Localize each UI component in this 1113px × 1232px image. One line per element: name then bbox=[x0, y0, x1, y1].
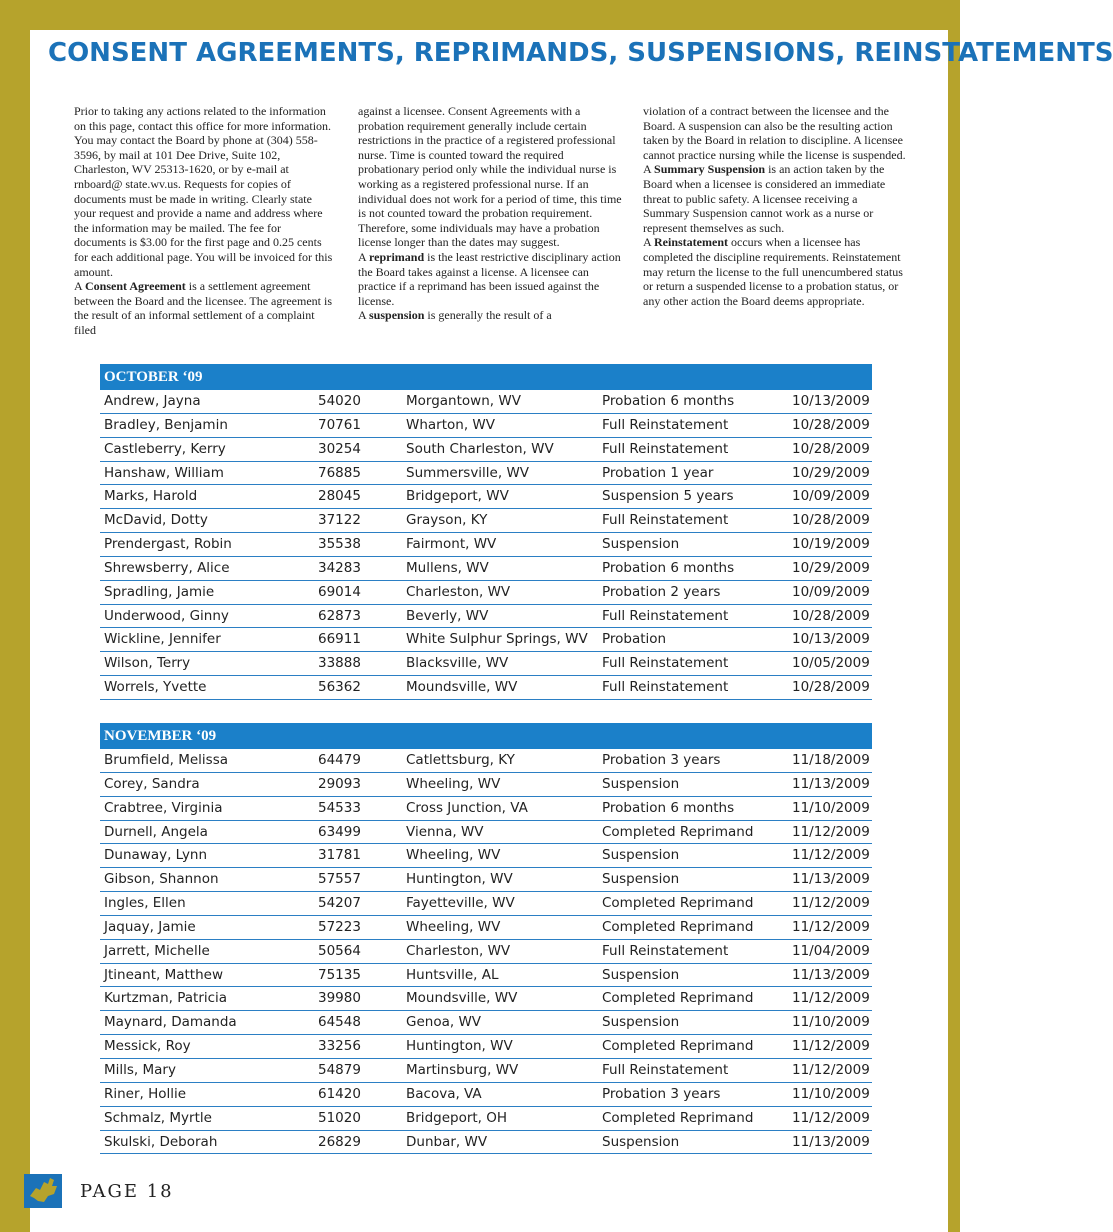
table-row bbox=[100, 1083, 872, 1107]
action-date: 10/28/2009 bbox=[792, 416, 870, 433]
license-number: 37122 bbox=[318, 512, 361, 529]
licensee-location: Dunbar, WV bbox=[406, 1133, 488, 1150]
licensee-location: Moundsville, WV bbox=[406, 679, 518, 696]
license-number: 70761 bbox=[318, 416, 361, 433]
table-row bbox=[100, 605, 872, 629]
page-title: CONSENT AGREEMENTS, REPRIMANDS, SUSPENSIONS, REINSTATEMENTS bbox=[48, 38, 1113, 68]
disciplinary-action: Suspension bbox=[602, 775, 680, 792]
action-date: 11/10/2009 bbox=[792, 799, 870, 816]
disciplinary-action: Suspension 5 years bbox=[602, 488, 734, 505]
action-date: 10/29/2009 bbox=[792, 559, 870, 576]
licensee-location: Bridgeport, OH bbox=[406, 1109, 508, 1126]
left-frame-border bbox=[0, 0, 30, 1232]
table-row bbox=[100, 1059, 872, 1083]
license-number: 54533 bbox=[318, 799, 361, 816]
action-date: 10/13/2009 bbox=[792, 631, 870, 648]
discipline-list bbox=[100, 390, 872, 700]
licensee-name: Spradling, Jamie bbox=[104, 583, 215, 600]
licensee-name: Ingles, Ellen bbox=[104, 895, 186, 912]
licensee-name: Jarrett, Michelle bbox=[104, 942, 210, 959]
month-section-october bbox=[100, 364, 872, 700]
disciplinary-action: Full Reinstatement bbox=[602, 440, 729, 457]
license-number: 51020 bbox=[318, 1109, 361, 1126]
table-row bbox=[100, 581, 872, 605]
licensee-name: Skulski, Deborah bbox=[104, 1133, 218, 1150]
table-row bbox=[100, 1131, 872, 1155]
action-date: 10/28/2009 bbox=[792, 512, 870, 529]
wv-state-icon bbox=[24, 1174, 62, 1208]
disciplinary-action: Probation 2 years bbox=[602, 583, 721, 600]
disciplinary-action: Full Reinstatement bbox=[602, 607, 729, 624]
licensee-location: Huntsville, AL bbox=[406, 966, 499, 983]
licensee-location: Summersville, WV bbox=[406, 464, 530, 481]
licensee-location: Bacova, VA bbox=[406, 1085, 482, 1102]
licensee-location: Wheeling, WV bbox=[406, 918, 501, 935]
licensee-name: Jaquay, Jamie bbox=[104, 918, 196, 935]
consent-continued-paragraph: against a licensee. Consent Agreements with a probation requirement generally include certain restrictions in the practice of a registered professional nurse. Time is counted toward the required probationary period only while the individual nurse is working as a registered professional nurse. If an individual does not work for a period of time, this time is not counted toward the probation requirement. Therefore, some individuals may have a probation license longer than the dates may suggest. bbox=[358, 104, 622, 250]
licensee-location: Beverly, WV bbox=[406, 607, 489, 624]
licensee-name: Durnell, Angela bbox=[104, 823, 208, 840]
disciplinary-action: Full Reinstatement bbox=[602, 679, 729, 696]
term-consent-agreement: Consent Agreement bbox=[85, 279, 186, 294]
license-number: 28045 bbox=[318, 488, 361, 505]
licensee-location: Blacksville, WV bbox=[406, 655, 509, 672]
licensee-location: Martinsburg, WV bbox=[406, 1061, 519, 1078]
action-date: 11/04/2009 bbox=[792, 942, 870, 959]
disciplinary-action: Suspension bbox=[602, 1133, 680, 1150]
licensee-location: Mullens, WV bbox=[406, 559, 489, 576]
table-row bbox=[100, 987, 872, 1011]
action-date: 10/29/2009 bbox=[792, 464, 870, 481]
licensee-location: Cross Junction, VA bbox=[406, 799, 528, 816]
license-number: 57557 bbox=[318, 871, 361, 888]
table-row bbox=[100, 628, 872, 652]
licensee-location: Fayetteville, WV bbox=[406, 895, 515, 912]
action-date: 11/12/2009 bbox=[792, 918, 870, 935]
licensee-name: Maynard, Damanda bbox=[104, 1014, 237, 1031]
disciplinary-action: Completed Reprimand bbox=[602, 918, 754, 935]
licensee-location: Bridgeport, WV bbox=[406, 488, 509, 505]
table-row bbox=[100, 533, 872, 557]
licensee-name: Riner, Hollie bbox=[104, 1085, 187, 1102]
action-date: 11/10/2009 bbox=[792, 1085, 870, 1102]
table-row bbox=[100, 462, 872, 486]
disciplinary-action: Suspension bbox=[602, 536, 680, 553]
licensee-name: Wickline, Jennifer bbox=[104, 631, 221, 648]
license-number: 34283 bbox=[318, 559, 361, 576]
table-row bbox=[100, 485, 872, 509]
licensee-location: Charleston, WV bbox=[406, 942, 511, 959]
action-date: 10/09/2009 bbox=[792, 488, 870, 505]
license-number: 66911 bbox=[318, 631, 361, 648]
action-date: 11/13/2009 bbox=[792, 1133, 870, 1150]
action-date: 10/19/2009 bbox=[792, 536, 870, 553]
page-number: PAGE 18 bbox=[80, 1181, 174, 1202]
license-number: 33888 bbox=[318, 655, 361, 672]
disciplinary-action: Full Reinstatement bbox=[602, 416, 729, 433]
licensee-location: Wharton, WV bbox=[406, 416, 496, 433]
table-row bbox=[100, 509, 872, 533]
table-row bbox=[100, 892, 872, 916]
disciplinary-action: Completed Reprimand bbox=[602, 823, 754, 840]
disciplinary-action: Full Reinstatement bbox=[602, 655, 729, 672]
license-number: 39980 bbox=[318, 990, 361, 1007]
table-row bbox=[100, 916, 872, 940]
table-row bbox=[100, 1107, 872, 1131]
action-date: 10/28/2009 bbox=[792, 679, 870, 696]
disciplinary-action: Completed Reprimand bbox=[602, 990, 754, 1007]
disciplinary-action: Probation bbox=[602, 631, 667, 648]
disciplinary-action: Suspension bbox=[602, 847, 680, 864]
action-date: 11/10/2009 bbox=[792, 1014, 870, 1031]
license-number: 35538 bbox=[318, 536, 361, 553]
license-number: 64548 bbox=[318, 1014, 361, 1031]
licensee-location: Fairmont, WV bbox=[406, 536, 497, 553]
table-row bbox=[100, 676, 872, 700]
table-row bbox=[100, 652, 872, 676]
action-date: 10/05/2009 bbox=[792, 655, 870, 672]
term-suspension: suspension bbox=[369, 308, 425, 323]
intro-column-3 bbox=[643, 104, 907, 308]
table-row bbox=[100, 1035, 872, 1059]
license-number: 64479 bbox=[318, 752, 361, 768]
licensee-name: Gibson, Shannon bbox=[104, 871, 219, 888]
month-section-november bbox=[100, 723, 872, 1154]
license-number: 29093 bbox=[318, 775, 361, 792]
discipline-list bbox=[100, 749, 872, 1154]
action-date: 10/28/2009 bbox=[792, 607, 870, 624]
licensee-name: McDavid, Dotty bbox=[104, 512, 208, 529]
action-date: 11/12/2009 bbox=[792, 895, 870, 912]
license-number: 50564 bbox=[318, 942, 361, 959]
licensee-name: Messick, Roy bbox=[104, 1038, 191, 1055]
action-date: 11/12/2009 bbox=[792, 990, 870, 1007]
licensee-location: Grayson, KY bbox=[406, 512, 488, 529]
licensee-name: Kurtzman, Patricia bbox=[104, 990, 228, 1007]
licensee-name: Schmalz, Myrtle bbox=[104, 1109, 212, 1126]
disciplinary-action: Full Reinstatement bbox=[602, 942, 729, 959]
licensee-name: Wilson, Terry bbox=[104, 655, 191, 672]
license-number: 61420 bbox=[318, 1085, 361, 1102]
licensee-name: Castleberry, Kerry bbox=[104, 440, 226, 457]
table-row bbox=[100, 438, 872, 462]
table-row bbox=[100, 964, 872, 988]
action-date: 11/18/2009 bbox=[792, 752, 870, 768]
action-date: 11/12/2009 bbox=[792, 1038, 870, 1055]
licensee-name: Andrew, Jayna bbox=[104, 393, 201, 409]
table-row bbox=[100, 797, 872, 821]
licensee-name: Mills, Mary bbox=[104, 1061, 176, 1078]
licensee-name: Underwood, Ginny bbox=[104, 607, 229, 624]
summary-suspension-paragraph: A Summary Suspension is an action taken by the Board when a licensee is considered an immediate threat to public safety. A licensee receiving a Summary Suspension cannot work as a nurse or represent themselves as such. bbox=[643, 162, 886, 235]
license-number: 69014 bbox=[318, 583, 361, 600]
contact-paragraph: Prior to taking any actions related to the information on this page, contact this office for more information. You may contact the Board by phone at (304) 558-3596, by mail at 101 Dee Drive, Suite 102, Charleston, WV 25313-1620, or by e-mail at rnboard@ state.wv.us. Requests for copies of documents must be made in writing. Clearly state your request and provide a name and address where the information may be mailed. The fee for documents is $3.00 for the first page and 0.25 cents for each additional page. You will be invoiced for this amount. bbox=[74, 104, 333, 279]
action-date: 11/12/2009 bbox=[792, 823, 870, 840]
licensee-name: Bradley, Benjamin bbox=[104, 416, 228, 433]
month-header: NOVEMBER ‘09 bbox=[100, 723, 872, 749]
frame-corner bbox=[30, 30, 40, 40]
licensee-name: Worrels, Yvette bbox=[104, 679, 207, 696]
action-date: 11/13/2009 bbox=[792, 871, 870, 888]
table-row bbox=[100, 749, 872, 773]
license-number: 57223 bbox=[318, 918, 361, 935]
month-header: OCTOBER ‘09 bbox=[100, 364, 872, 390]
right-frame-border bbox=[948, 0, 960, 1232]
licensee-location: Wheeling, WV bbox=[406, 775, 501, 792]
action-date: 10/13/2009 bbox=[792, 393, 870, 409]
disciplinary-action: Probation 3 years bbox=[602, 752, 721, 768]
licensee-name: Prendergast, Robin bbox=[104, 536, 232, 553]
table-row bbox=[100, 844, 872, 868]
table-row bbox=[100, 868, 872, 892]
licensee-name: Shrewsberry, Alice bbox=[104, 559, 230, 576]
licensee-location: Vienna, WV bbox=[406, 823, 484, 840]
licensee-name: Corey, Sandra bbox=[104, 775, 200, 792]
top-frame-border bbox=[0, 0, 960, 30]
table-row bbox=[100, 414, 872, 438]
table-row bbox=[100, 821, 872, 845]
suspension-continued-paragraph: violation of a contract between the licensee and the Board. A suspension can also be the resulting action taken by the Board in relation to discipline. A licensee cannot practice nursing while the license is suspended. bbox=[643, 104, 906, 162]
table-row bbox=[100, 390, 872, 414]
licensee-location: Catlettsburg, KY bbox=[406, 752, 515, 768]
action-date: 11/13/2009 bbox=[792, 775, 870, 792]
table-row bbox=[100, 557, 872, 581]
disciplinary-action: Suspension bbox=[602, 871, 680, 888]
disciplinary-action: Full Reinstatement bbox=[602, 512, 729, 529]
term-summary-suspension: Summary Suspension bbox=[654, 162, 766, 177]
licensee-name: Dunaway, Lynn bbox=[104, 847, 208, 864]
licensee-location: South Charleston, WV bbox=[406, 440, 554, 457]
license-number: 33256 bbox=[318, 1038, 361, 1055]
table-row bbox=[100, 940, 872, 964]
action-date: 10/28/2009 bbox=[792, 440, 870, 457]
license-number: 26829 bbox=[318, 1133, 361, 1150]
table-row bbox=[100, 773, 872, 797]
license-number: 75135 bbox=[318, 966, 361, 983]
licensee-location: White Sulphur Springs, WV bbox=[406, 631, 588, 648]
action-date: 11/12/2009 bbox=[792, 847, 870, 864]
license-number: 62873 bbox=[318, 607, 361, 624]
disciplinary-action: Probation 3 years bbox=[602, 1085, 721, 1102]
licensee-name: Jtineant, Matthew bbox=[104, 966, 224, 983]
reinstatement-paragraph: A Reinstatement occurs when a licensee has completed the discipline requirements. Reinstatement may return the license to the full unencumbered status or return a suspended license to a probation status, or any other action the Board deems appropriate. bbox=[643, 235, 903, 308]
licensee-name: Crabtree, Virginia bbox=[104, 799, 223, 816]
disciplinary-action: Probation 1 year bbox=[602, 464, 714, 481]
licensee-location: Huntington, WV bbox=[406, 1038, 513, 1055]
licensee-name: Brumfield, Melissa bbox=[104, 752, 229, 768]
licensee-location: Charleston, WV bbox=[406, 583, 511, 600]
disciplinary-action: Completed Reprimand bbox=[602, 1038, 754, 1055]
license-number: 54207 bbox=[318, 895, 361, 912]
disciplinary-action: Suspension bbox=[602, 966, 680, 983]
licensee-location: Huntington, WV bbox=[406, 871, 513, 888]
license-number: 30254 bbox=[318, 440, 361, 457]
licensee-location: Morgantown, WV bbox=[406, 393, 521, 409]
license-number: 31781 bbox=[318, 847, 361, 864]
action-date: 11/12/2009 bbox=[792, 1109, 870, 1126]
license-number: 76885 bbox=[318, 464, 361, 481]
table-row bbox=[100, 1011, 872, 1035]
licensee-name: Hanshaw, William bbox=[104, 464, 224, 481]
disciplinary-action: Completed Reprimand bbox=[602, 895, 754, 912]
licensee-location: Moundsville, WV bbox=[406, 990, 518, 1007]
suspension-paragraph: A suspension is generally the result of a bbox=[358, 308, 552, 323]
license-number: 63499 bbox=[318, 823, 361, 840]
disciplinary-action: Suspension bbox=[602, 1014, 680, 1031]
reprimand-paragraph: A reprimand is the least restrictive disciplinary action the Board takes against a license. A licensee can practice if a reprimand has been issued against the license. bbox=[358, 249, 621, 308]
disciplinary-action: Probation 6 months bbox=[602, 559, 735, 576]
term-reprimand: reprimand bbox=[369, 249, 425, 264]
disciplinary-action: Probation 6 months bbox=[602, 393, 735, 409]
license-number: 54879 bbox=[318, 1061, 361, 1078]
intro-column-1 bbox=[74, 104, 336, 338]
action-date: 10/09/2009 bbox=[792, 583, 870, 600]
licensee-location: Genoa, WV bbox=[406, 1014, 482, 1031]
intro-column-2 bbox=[358, 104, 622, 323]
disciplinary-action: Completed Reprimand bbox=[602, 1109, 754, 1126]
consent-agreement-paragraph: A Consent Agreement is a settlement agreement between the Board and the licensee. The agreement is the result of an informal settlement of a complaint filed bbox=[74, 279, 333, 337]
licensee-name: Marks, Harold bbox=[104, 488, 198, 505]
licensee-location: Wheeling, WV bbox=[406, 847, 501, 864]
action-date: 11/13/2009 bbox=[792, 966, 870, 983]
license-number: 54020 bbox=[318, 393, 361, 409]
term-reinstatement: Reinstatement bbox=[654, 235, 728, 250]
disciplinary-action: Probation 6 months bbox=[602, 799, 735, 816]
disciplinary-action: Full Reinstatement bbox=[602, 1061, 729, 1078]
license-number: 56362 bbox=[318, 679, 361, 696]
action-date: 11/12/2009 bbox=[792, 1061, 870, 1078]
